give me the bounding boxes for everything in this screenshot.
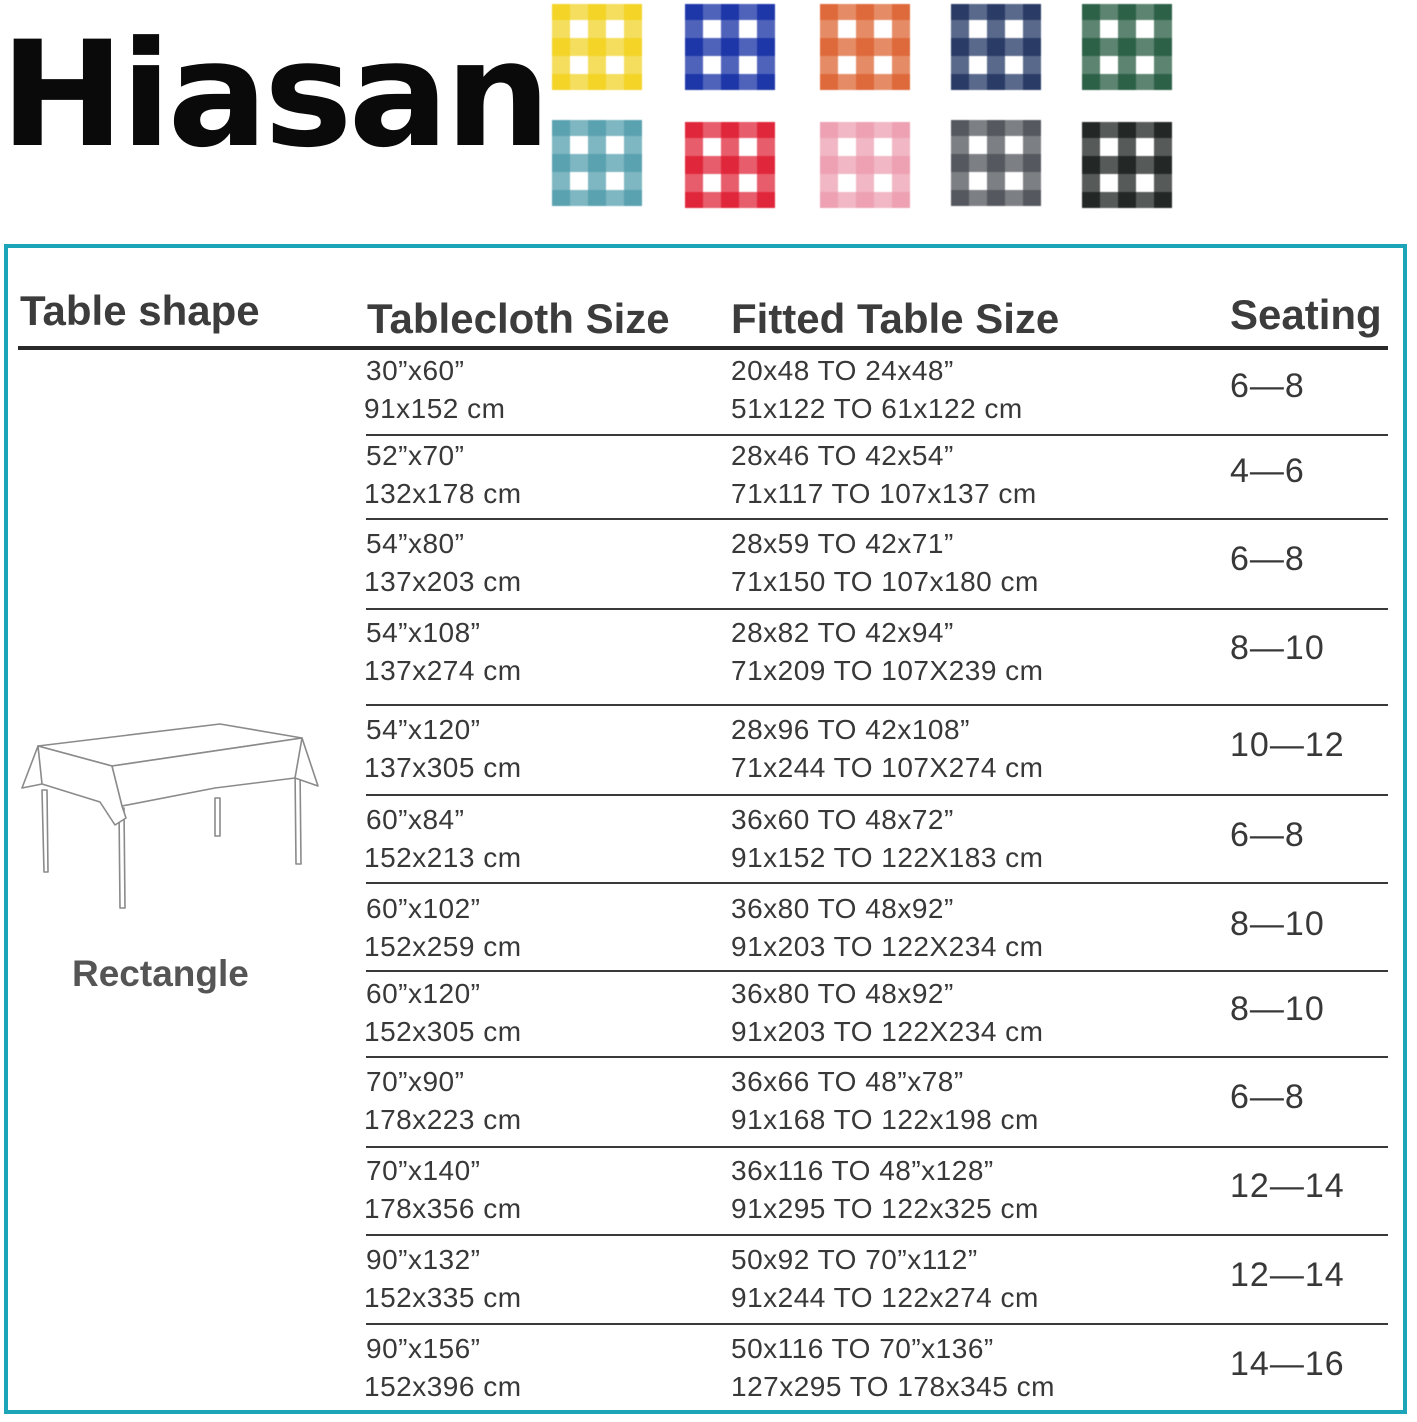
rectangle-table-icon xyxy=(20,718,322,914)
seating-range: 6—8 xyxy=(1230,540,1305,578)
fitted-size-inches: 50x92 TO 70”x112” xyxy=(731,1244,978,1275)
tablecloth-size-inches: 90”x132” xyxy=(366,1244,481,1275)
fitted-size-inches: 36x116 TO 48”x128” xyxy=(731,1155,994,1186)
tablecloth-size-inches: 90”x156” xyxy=(366,1333,481,1364)
fitted-size-cm: 71x209 TO 107X239 cm xyxy=(731,655,1044,686)
tablecloth-size-inches: 70”x90” xyxy=(366,1066,465,1097)
tablecloth-size-cm: 152x259 cm xyxy=(364,931,522,962)
tablecloth-size-cm: 152x396 cm xyxy=(364,1371,522,1402)
seating-range: 8—10 xyxy=(1230,905,1325,943)
tablecloth-size-inches: 54”x108” xyxy=(366,617,481,648)
fitted-size-inches: 28x96 TO 42x108” xyxy=(731,714,970,745)
header-tablecloth-size: Tablecloth Size xyxy=(367,295,670,342)
header-seating: Seating xyxy=(1230,291,1382,338)
row-divider xyxy=(366,1146,1388,1148)
fitted-size-inches: 20x48 TO 24x48” xyxy=(731,355,954,386)
shape-label-rectangle: Rectangle xyxy=(72,953,249,994)
swatch-navy xyxy=(951,4,1041,90)
tablecloth-size-cm: 152x335 cm xyxy=(364,1282,522,1313)
swatch-green xyxy=(1082,4,1172,90)
brand-logo: Hiasan xyxy=(0,10,547,180)
tablecloth-size-inches: 54”x80” xyxy=(366,528,465,559)
seating-range: 4—6 xyxy=(1230,452,1305,490)
fitted-size-inches: 36x80 TO 48x92” xyxy=(731,978,954,1009)
swatch-red xyxy=(685,122,775,208)
fitted-size-inches: 28x82 TO 42x94” xyxy=(731,617,954,648)
fitted-size-cm: 91x203 TO 122X234 cm xyxy=(731,1016,1044,1047)
fitted-size-inches: 50x116 TO 70”x136” xyxy=(731,1333,994,1364)
swatch-black xyxy=(1082,122,1172,208)
swatch-gray xyxy=(951,120,1041,206)
seating-range: 6—8 xyxy=(1230,816,1305,854)
tablecloth-size-cm: 137x305 cm xyxy=(364,752,522,783)
swatch-royal-blue xyxy=(685,4,775,90)
fitted-size-cm: 51x122 TO 61x122 cm xyxy=(731,393,1023,424)
tablecloth-size-cm: 178x356 cm xyxy=(364,1193,522,1224)
seating-range: 8—10 xyxy=(1230,990,1325,1028)
tablecloth-size-inches: 60”x84” xyxy=(366,804,465,835)
fitted-size-cm: 71x117 TO 107x137 cm xyxy=(731,478,1037,509)
swatch-teal xyxy=(552,120,642,206)
tablecloth-size-inches: 70”x140” xyxy=(366,1155,481,1186)
row-divider xyxy=(366,518,1388,520)
row-divider xyxy=(366,794,1388,796)
tablecloth-size-inches: 60”x102” xyxy=(366,893,481,924)
fitted-size-cm: 71x244 TO 107X274 cm xyxy=(731,752,1044,783)
row-divider xyxy=(366,434,1388,436)
row-divider xyxy=(366,608,1388,610)
fitted-size-cm: 91x244 TO 122x274 cm xyxy=(731,1282,1039,1313)
fitted-size-cm: 71x150 TO 107x180 cm xyxy=(731,566,1039,597)
header-divider xyxy=(18,346,1388,350)
row-divider xyxy=(366,1234,1388,1236)
seating-range: 12—14 xyxy=(1230,1167,1345,1205)
fitted-size-inches: 36x66 TO 48”x78” xyxy=(731,1066,964,1097)
fitted-size-cm: 91x152 TO 122X183 cm xyxy=(731,842,1044,873)
fitted-size-inches: 28x46 TO 42x54” xyxy=(731,440,954,471)
row-divider xyxy=(366,1323,1388,1325)
fitted-size-inches: 36x80 TO 48x92” xyxy=(731,893,954,924)
seating-range: 8—10 xyxy=(1230,629,1325,667)
rectangle-table-illustration xyxy=(20,718,322,919)
swatch-yellow xyxy=(552,4,642,90)
seating-range: 12—14 xyxy=(1230,1256,1345,1294)
tablecloth-size-inches: 52”x70” xyxy=(366,440,465,471)
tablecloth-size-inches: 30”x60” xyxy=(366,355,465,386)
fitted-size-cm: 127x295 TO 178x345 cm xyxy=(731,1371,1055,1402)
row-divider xyxy=(366,882,1388,884)
fitted-size-cm: 91x203 TO 122X234 cm xyxy=(731,931,1044,962)
row-divider xyxy=(366,970,1388,972)
seating-range: 6—8 xyxy=(1230,1078,1305,1116)
tablecloth-size-cm: 178x223 cm xyxy=(364,1104,522,1135)
tablecloth-size-inches: 60”x120” xyxy=(366,978,481,1009)
seating-range: 6—8 xyxy=(1230,367,1305,405)
fitted-size-cm: 91x168 TO 122x198 cm xyxy=(731,1104,1039,1135)
row-divider xyxy=(366,704,1388,706)
seating-range: 10—12 xyxy=(1230,726,1345,764)
row-divider xyxy=(366,1056,1388,1058)
header-fitted-table-size: Fitted Table Size xyxy=(731,295,1060,342)
header-table-shape: Table shape xyxy=(20,287,260,334)
seating-range: 14—16 xyxy=(1230,1345,1345,1383)
fitted-size-cm: 91x295 TO 122x325 cm xyxy=(731,1193,1039,1224)
tablecloth-size-cm: 91x152 cm xyxy=(364,393,506,424)
swatch-pink xyxy=(820,122,910,208)
tablecloth-size-cm: 132x178 cm xyxy=(364,478,522,509)
tablecloth-size-cm: 152x213 cm xyxy=(364,842,522,873)
tablecloth-size-cm: 137x274 cm xyxy=(364,655,522,686)
tablecloth-size-cm: 152x305 cm xyxy=(364,1016,522,1047)
tablecloth-size-cm: 137x203 cm xyxy=(364,566,522,597)
tablecloth-size-inches: 54”x120” xyxy=(366,714,481,745)
swatch-orange xyxy=(820,4,910,90)
fitted-size-inches: 28x59 TO 42x71” xyxy=(731,528,954,559)
fitted-size-inches: 36x60 TO 48x72” xyxy=(731,804,954,835)
